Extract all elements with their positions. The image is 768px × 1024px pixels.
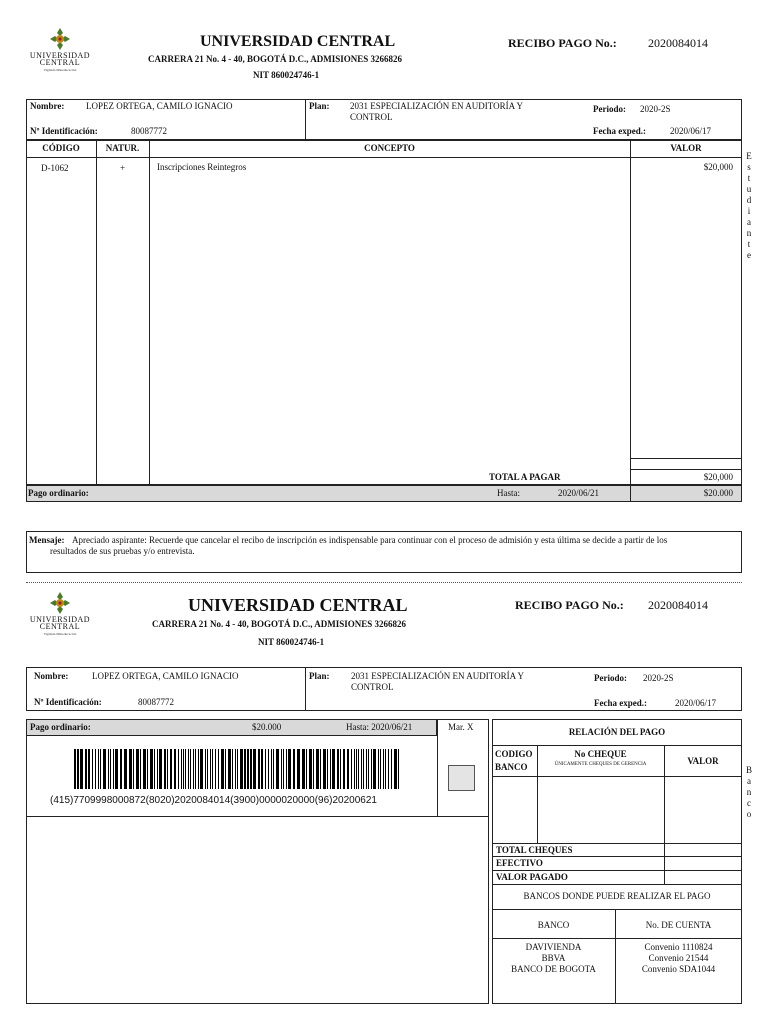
university-crest-icon — [50, 28, 70, 50]
total-label: TOTAL A PAGAR — [489, 472, 561, 482]
logo-name-2: CENTRAL — [39, 622, 81, 631]
fecha-label: Fecha exped.: — [593, 126, 646, 136]
receipt-label: RECIBO PAGO No.: — [508, 36, 617, 50]
row-codigo: D-1062 — [41, 163, 69, 173]
relacion-title: RELACIÓN DEL PAGO — [568, 727, 666, 737]
barcode — [74, 749, 400, 789]
codigo-banco-2: BANCO — [495, 762, 528, 772]
nombre-value: LOPEZ ORTEGA, CAMILO IGNACIO — [86, 101, 233, 111]
bank-list — [492, 942, 615, 975]
plan-label-2: Plan: — [309, 671, 330, 681]
mensaje-label: Mensaje: — [29, 535, 65, 545]
header-concepto: CONCEPTO — [364, 143, 415, 153]
cut-line — [26, 582, 742, 583]
bancos-title: BANCOS DONDE PUEDE REALIZAR EL PAGO — [523, 891, 711, 901]
account-list — [615, 942, 742, 975]
id-value-2: 80087772 — [138, 697, 174, 707]
account-item: Convenio 21544 — [648, 953, 709, 963]
id-value: 80087772 — [131, 126, 167, 136]
plan-value-2b: CONTROL — [351, 682, 394, 692]
nombre-label-2: Nombre: — [34, 671, 69, 681]
header-natur: NATUR. — [105, 143, 140, 153]
logo-name-1: UNIVERSIDAD — [29, 51, 91, 60]
address-line-2: CARRERA 21 No. 4 - 40, BOGOTÁ D.C., ADMISIONES 3266826 — [152, 619, 407, 629]
side-label-estudiante: E s t u d i a n t e — [746, 151, 752, 260]
bank-pago-label: Pago ordinario: — [30, 722, 91, 732]
periodo-value-2: 2020-2S — [643, 673, 674, 683]
bank-pago-value: $20.000 — [252, 722, 282, 732]
periodo-label-2: Periodo: — [594, 673, 627, 683]
bank-item: DAVIVIENDA — [525, 942, 582, 952]
banco-header: BANCO — [537, 920, 570, 930]
logo-tagline: Vigilada Mineducación — [43, 68, 77, 72]
relacion-valor-label: VALOR — [687, 756, 719, 766]
row-natur: + — [119, 163, 126, 173]
nit-line-2: NIT 860024746-1 — [258, 637, 325, 647]
total-cheques: TOTAL CHEQUES — [496, 845, 573, 855]
efectivo: EFECTIVO — [496, 858, 543, 868]
receipt-label-2: RECIBO PAGO No.: — [515, 598, 624, 612]
account-item: Convenio SDA1044 — [641, 964, 716, 974]
plan-value-2a: 2031 ESPECIALIZACIÓN EN AUDITORÍA Y — [351, 671, 524, 681]
codigo-banco-1: CODIGO — [495, 749, 533, 759]
address-line: CARRERA 21 No. 4 - 40, BOGOTÁ D.C., ADMISIONES 3266826 — [148, 54, 403, 64]
logo-name-2: CENTRAL — [39, 58, 81, 67]
fecha-value: 2020/06/17 — [670, 126, 712, 136]
account-item: Convenio 1110824 — [644, 942, 713, 952]
cuenta-header: No. DE CUENTA — [645, 920, 712, 930]
pago-label: Pago ordinario: — [28, 488, 89, 498]
fecha-label-2: Fecha exped.: — [594, 698, 647, 708]
logo-bottom — [22, 592, 98, 636]
nombre-value-2: LOPEZ ORTEGA, CAMILO IGNACIO — [92, 671, 239, 681]
mark-checkbox[interactable] — [448, 765, 475, 791]
id-label: Nº Identificación: — [30, 126, 98, 136]
valor-pagado: VALOR PAGADO — [496, 872, 568, 882]
plan-label: Plan: — [309, 101, 330, 111]
side-label-banco: B a n c o — [745, 765, 752, 819]
mensaje-line-2: resultados de sus pruebas y/o entrevista. — [50, 546, 195, 556]
cheque-note: ÚNICAMENTE CHEQUES DE GERENCIA — [554, 762, 647, 767]
bank-hasta: Hasta: 2020/06/21 — [346, 722, 413, 732]
cheque-label: No CHEQUE — [574, 749, 627, 759]
pago-value: $20.000 — [703, 488, 733, 498]
id-label-2: Nº Identificación: — [34, 697, 102, 707]
plan-value-1: 2031 ESPECIALIZACIÓN EN AUDITORÍA Y — [350, 101, 523, 111]
header-valor: VALOR — [670, 143, 702, 153]
fecha-value-2: 2020/06/17 — [675, 698, 717, 708]
total-value: $20,000 — [703, 472, 733, 482]
bank-item: BANCO DE BOGOTA — [511, 964, 596, 974]
nit-line: NIT 860024746-1 — [253, 70, 320, 80]
logo-name-1: UNIVERSIDAD — [29, 615, 91, 624]
receipt-number-2: 2020084014 — [648, 598, 708, 612]
bank-mar: Mar. X — [448, 722, 474, 732]
nombre-label: Nombre: — [30, 101, 65, 111]
row-concepto: Inscripciones Reintegros — [157, 162, 247, 172]
page-title: UNIVERSIDAD CENTRAL — [200, 33, 396, 50]
header-codigo: CÓDIGO — [42, 143, 80, 153]
barcode-text: (415)7709998000872(8020)2020084014(3900)0000020000(96)20200621 — [50, 795, 377, 806]
periodo-label: Periodo: — [593, 104, 626, 114]
concept-table — [26, 140, 742, 485]
pago-hasta-label: Hasta: — [497, 488, 520, 498]
pago-hasta-value: 2020/06/21 — [558, 488, 600, 498]
periodo-value: 2020-2S — [640, 104, 671, 114]
page-title-2: UNIVERSIDAD CENTRAL — [188, 595, 408, 615]
university-crest-icon — [50, 592, 70, 614]
mensaje-line-1: Apreciado aspirante: Recuerde que cancelar el recibo de inscripción es indispensable para continuar con el proceso de admisión y esta última se decide a partir de los — [72, 535, 668, 545]
row-valor: $20,000 — [703, 162, 733, 172]
logo-tagline: Vigilada Mineducación — [43, 632, 77, 636]
receipt-number: 2020084014 — [648, 36, 708, 50]
logo-top — [22, 28, 98, 72]
plan-value-2: CONTROL — [350, 112, 393, 122]
bank-item: BBVA — [541, 953, 566, 963]
